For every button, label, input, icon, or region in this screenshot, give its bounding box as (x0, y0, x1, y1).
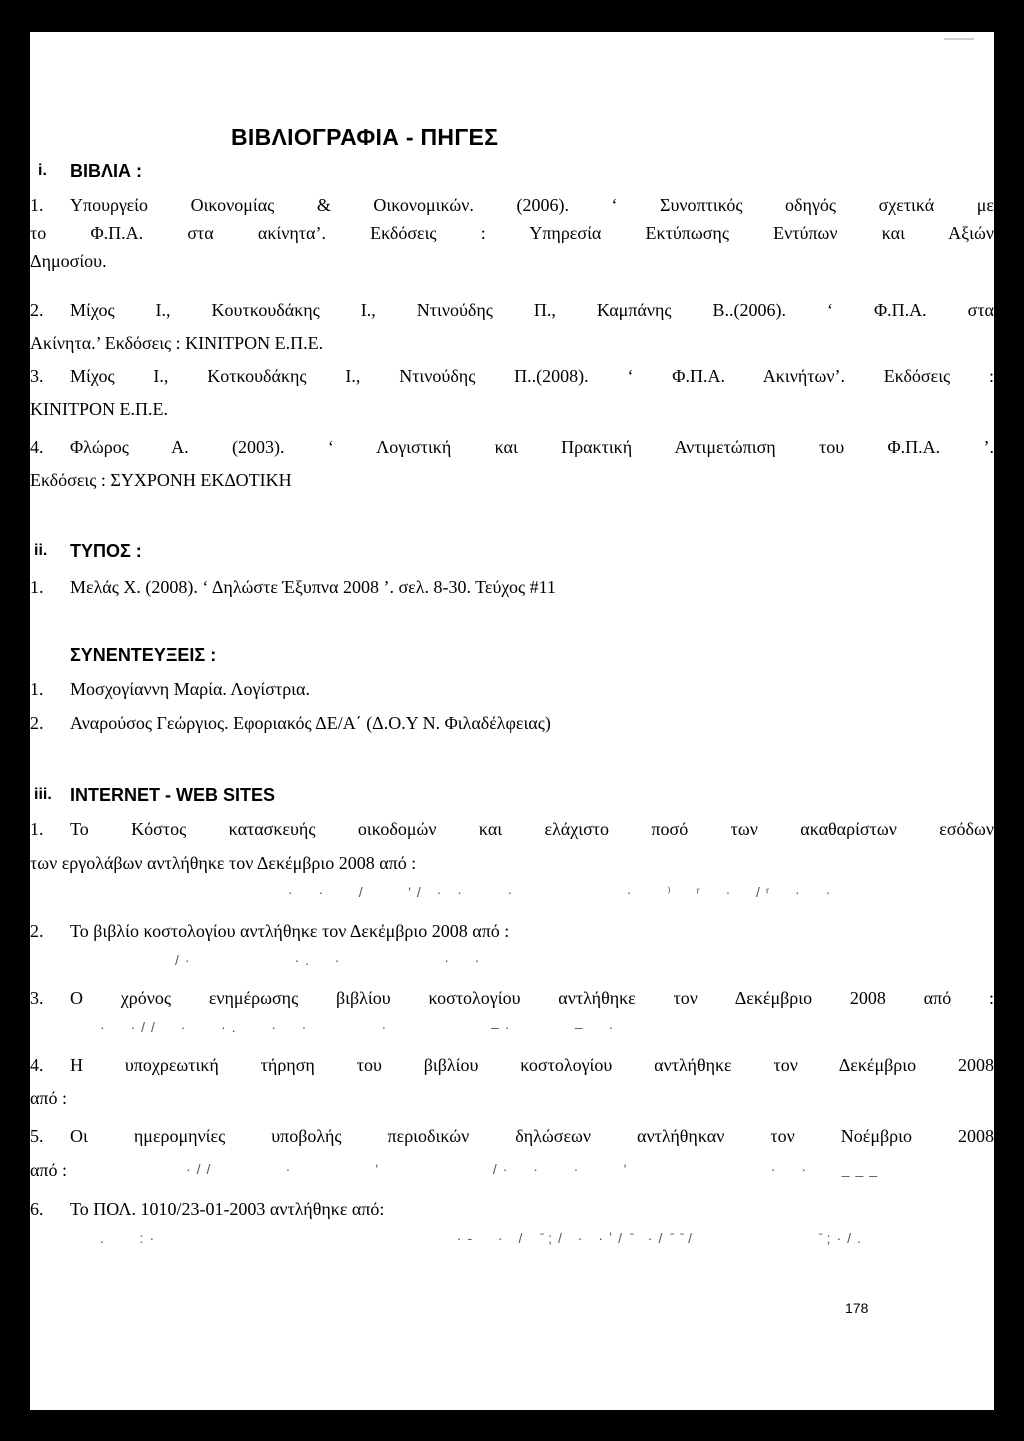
web-text: Η υποχρεωτική τήρηση του βιβλίου κοστολογίου αντλήθηκε τον Δεκέμβριο 2008 (70, 1055, 994, 1075)
interview-text: Μοσχογίαννη Μαρία. Λογίστρια. (70, 679, 310, 699)
book-text: Υπουργείο Οικονομίας & Οικονομικών. (2006). ‘ Συνοπτικός οδηγός σχετικά με (70, 195, 994, 215)
book-3-line-2: ΚΙΝΙΤΡΟΝ Ε.Π.Ε. (30, 399, 168, 419)
faded-url: . :· ·- · / ̄;/ · ·ʼ/ ̄ ·/ ̄ ̄/ ̄;·/. (100, 1230, 867, 1246)
web-1-line-2: των εργολάβων αντλήθηκε τον Δεκέμβριο 2008 από : (30, 853, 417, 873)
item-number: 3. (30, 366, 44, 386)
press-marker: ii. (34, 542, 48, 559)
item-number: 2. (30, 713, 44, 733)
book-text: Μίχος Ι., Κουτκουδάκης Ι., Ντινούδης Π., Καμπάνης Β..(2006). ‘ Φ.Π.Α. στα (70, 300, 994, 320)
book-1-line-2: το Φ.Π.Α. στα ακίνητα’. Εκδόσεις : Υπηρεσία Εκτύπωσης Εντύπων και Αξιών (30, 223, 994, 243)
web-text: Ο χρόνος ενημέρωσης βιβλίου κοστολογίου αντλήθηκε τον Δεκέμβριο 2008 από : (70, 988, 994, 1008)
faded-url: ·// · ' /· · · ' · · ___ (186, 1161, 884, 1177)
page-number: 178 (845, 1300, 869, 1316)
faded-url: /· ·. · · · (175, 952, 486, 968)
book-1-line-3: Δημοσίου. (30, 251, 107, 271)
web-text: Το ΠΟΛ. 1010/23-01-2003 αντλήθηκε από: (70, 1199, 385, 1219)
document-page (30, 32, 994, 1410)
item-number: 5. (30, 1126, 44, 1146)
book-2-line-2: Ακίνητα.’ Εκδόσεις : ΚΙΝΙΤΡΟΝ Ε.Π.Ε. (30, 333, 324, 353)
book-text: Φλώρος Α. (2003). ‘ Λογιστική και Πρακτική Αντιμετώπιση του Φ.Π.Α. ’. (70, 437, 994, 457)
item-number: 4. (30, 1055, 44, 1075)
press-heading: ΤΥΠΟΣ : (70, 541, 142, 561)
item-number: 6. (30, 1199, 44, 1219)
item-number: 1. (30, 679, 44, 699)
item-number: 2. (30, 921, 44, 941)
faded-url: · · / '/ · · · · ⁾ ʳ · /ʳ · · (288, 884, 837, 900)
press-text: Μελάς Χ. (2008). ‘ Δηλώστε Έξυπνα 2008 ’. σελ. 8-30. Τεύχος #11 (70, 577, 556, 597)
web-marker: iii. (34, 786, 52, 803)
interviews-heading: ΣΥΝΕΝΤΕΥΞΕΙΣ : (70, 645, 217, 665)
faded-url: · ·// · ·. · · · –· – · (100, 1019, 620, 1035)
book-text: Μίχος Ι., Κοτκουδάκης Ι., Ντινούδης Π..(2008). ‘ Φ.Π.Α. Ακινήτων’. Εκδόσεις : (70, 366, 994, 386)
interview-text: Αναρούσος Γεώργιος. Εφοριακός ΔΕ/Α΄ (Δ.Ο.Υ Ν. Φιλαδέλφειας) (70, 713, 551, 733)
web-4-line-2: από : (30, 1088, 68, 1108)
web-heading: INTERNET - WEB SITES (70, 785, 276, 805)
item-number: 2. (30, 300, 44, 320)
books-marker: i. (38, 162, 47, 179)
web-text: Το Κόστος κατασκευής οικοδομών και ελάχιστο ποσό των ακαθαρίστων εσόδων (70, 819, 994, 839)
web-text: Οι ημερομηνίες υποβολής περιοδικών δηλώσεων αντλήθηκαν τον Νοέμβριο 2008 (70, 1126, 994, 1146)
web-5-line-2: από : (30, 1160, 68, 1180)
item-number: 4. (30, 437, 44, 457)
item-number: 1. (30, 577, 44, 597)
item-number: 1. (30, 819, 44, 839)
books-heading: ΒΙΒΛΙΑ : (70, 161, 142, 181)
web-text: Το βιβλίο κοστολογίου αντλήθηκε τον Δεκέμβριο 2008 από : (70, 921, 510, 941)
scan-mark (944, 38, 974, 40)
item-number: 1. (30, 195, 44, 215)
book-4-line-2: Εκδόσεις : ΣΥΧΡΟΝΗ ΕΚΔΟΤΙΚΗ (30, 470, 292, 490)
page-title: ΒΙΒΛΙΟΓΡΑΦΙΑ - ΠΗΓΕΣ (231, 124, 499, 150)
item-number: 3. (30, 988, 44, 1008)
